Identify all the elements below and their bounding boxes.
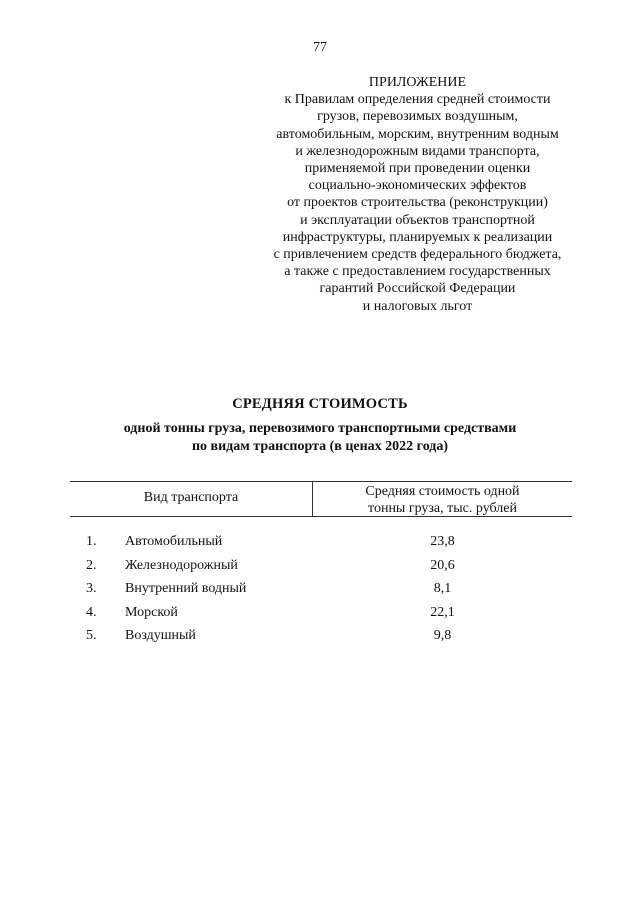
appendix-line: с привлечением средств федерального бюджета, xyxy=(273,247,562,263)
table-row xyxy=(70,628,572,652)
average-cost-value: 9,8 xyxy=(433,628,452,643)
header-average-cost xyxy=(313,483,572,517)
appendix-line: гарантий Российской Федерации xyxy=(319,281,516,297)
appendix-line: грузов, перевозимых воздушным, xyxy=(317,109,518,125)
appendix-line: и налоговых льгот xyxy=(362,298,473,314)
appendix-line: социально-экономических эффектов xyxy=(308,178,527,194)
row-number: 1. xyxy=(86,534,97,549)
table-row xyxy=(70,534,572,558)
average-cost-value: 20,6 xyxy=(430,557,455,573)
appendix-line: автомобильным, морским, внутренним водным xyxy=(276,126,559,142)
appendix-line: применяемой при проведении оценки xyxy=(304,161,531,177)
appendix-line: и железнодорожным видами транспорта, xyxy=(295,143,540,159)
average-cost-value: 23,8 xyxy=(430,534,455,549)
appendix-line: к Правилам определения средней стоимости xyxy=(284,92,551,108)
row-number: 3. xyxy=(86,581,97,596)
document-title: СРЕДНЯЯ СТОИМОСТЬ xyxy=(232,396,408,412)
average-cost-value: 8,1 xyxy=(433,581,452,596)
average-cost-value: 22,1 xyxy=(430,604,455,620)
row-number: 5. xyxy=(86,628,97,643)
document-subtitle xyxy=(0,420,640,456)
row-number: 4. xyxy=(86,604,97,620)
table-row xyxy=(70,605,572,629)
appendix-line: от проектов строительства (реконструкции) xyxy=(287,195,548,211)
row-number: 2. xyxy=(86,557,97,573)
subtitle-line: по видам транспорта (в ценах 2022 года) xyxy=(191,439,449,454)
table-body xyxy=(70,534,572,652)
table-header xyxy=(70,481,572,517)
table-row xyxy=(70,581,572,605)
subtitle-line: одной тонны груза, перевозимого транспортными средствами xyxy=(123,421,517,436)
transport-type: Морской xyxy=(125,604,178,620)
header-cost-line: тонны груза, тыс. рублей xyxy=(368,501,517,516)
transport-type: Автомобильный xyxy=(125,534,223,549)
appendix-line: и эксплуатации объектов транспортной xyxy=(300,212,535,228)
transport-type: Внутренний водный xyxy=(125,581,247,596)
header-transport-type: Вид транспорта xyxy=(143,490,239,505)
transport-type: Воздушный xyxy=(125,628,196,643)
transport-type: Железнодорожный xyxy=(125,557,238,573)
appendix-line: инфраструктуры, планируемых к реализации xyxy=(282,229,553,245)
page-number: 77 xyxy=(313,40,327,55)
header-cost-line: Средняя стоимость одной xyxy=(365,484,520,499)
table-row xyxy=(70,558,572,582)
appendix-line: а также с предоставлением государственных xyxy=(284,264,551,280)
appendix-block xyxy=(245,74,590,315)
cost-table xyxy=(70,481,572,643)
appendix-heading: ПРИЛОЖЕНИЕ xyxy=(368,75,467,90)
